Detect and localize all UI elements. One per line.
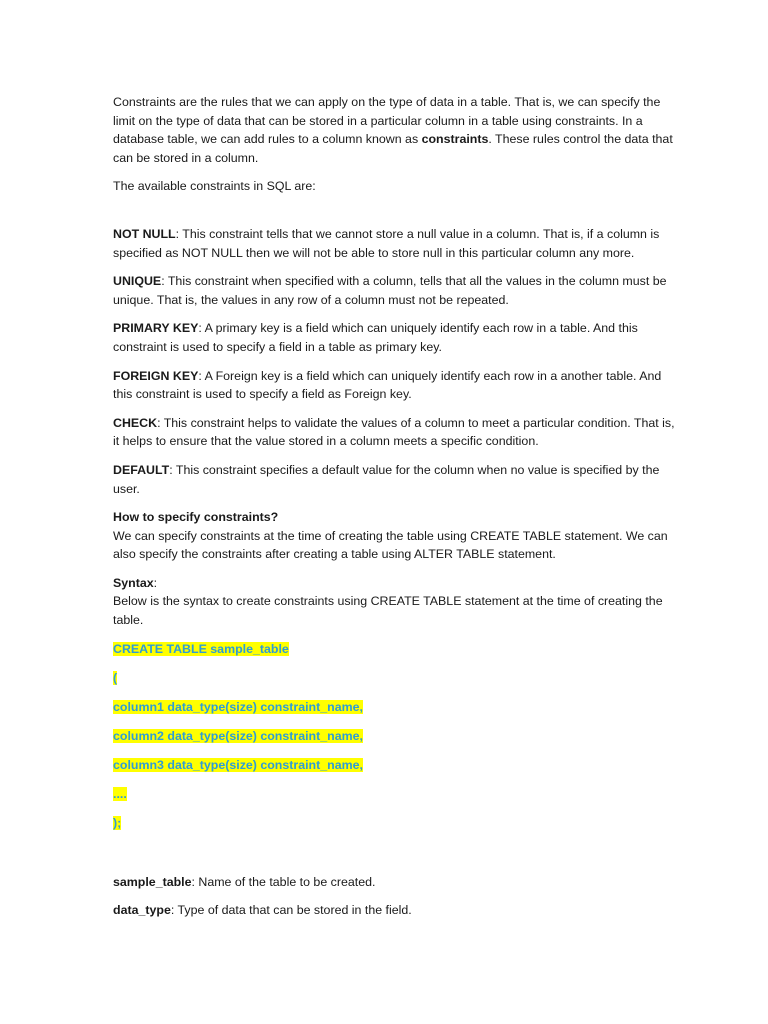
code-line: [113, 640, 681, 659]
constraint-foreign-key: [113, 367, 681, 404]
constraint-term: CHECK: [113, 415, 158, 430]
code-line: [113, 785, 681, 804]
definition-description: : Name of the table to be created.: [191, 874, 376, 889]
code-line-text: column2 data_type(size) constraint_name,: [113, 728, 363, 743]
constraint-primary-key: [113, 319, 681, 356]
code-line: [113, 698, 681, 717]
code-line: [113, 727, 681, 746]
definition-data-type: [113, 901, 681, 920]
section-heading: Syntax: [113, 575, 154, 590]
constraint-description: : A primary key is a field which can uniquely identify each row in a table. And this constraint is used to specify a field in a table as primary key.: [113, 321, 638, 354]
code-line-text: column1 data_type(size) constraint_name,: [113, 699, 363, 714]
definition-term: data_type: [113, 903, 171, 918]
constraint-description: : This constraint when specified with a column, tells that all the values in the column must be unique. That is, the values in any row of a column must not be repeated.: [113, 274, 667, 307]
code-block: [113, 640, 681, 833]
intro-text-part2: . These rules control the data that can be stored in a column.: [113, 132, 673, 165]
intro-paragraph: [113, 93, 681, 167]
definition-description: : Type of data that can be stored in the field.: [170, 903, 412, 918]
syntax-paragraph: Below is the syntax to create constraints using CREATE TABLE statement at the time of creating the table.: [113, 594, 663, 628]
how-to-paragraph: We can specify constraints at the time of creating the table using CREATE TABLE statement. We can also specify the constraints after creating a table using ALTER TABLE statement.: [113, 528, 668, 562]
code-line-text: CREATE TABLE sample_table: [113, 641, 289, 656]
spacer: [113, 843, 681, 873]
constraint-description: : This constraint helps to validate the values of a column to meet a particular condition. That is, it helps to ensure that the value stored in a column meets a specific condition.: [113, 415, 675, 449]
intro-bold-term: constraints: [421, 132, 489, 147]
section-heading: How to specify constraints?: [113, 510, 279, 525]
constraint-term: UNIQUE: [113, 274, 162, 289]
document-body: [113, 93, 681, 930]
code-line: [113, 756, 681, 775]
constraint-not-null: [113, 225, 681, 262]
syntax-colon: :: [153, 575, 158, 590]
code-line: [113, 814, 681, 833]
available-constraints-line: The available constraints in SQL are:: [113, 179, 316, 194]
intro-text-part1: Constraints are the rules that we can apply on the type of data in a table. That is, we can specify the limit on the type of data that can be stored in a particular column in a table using constraints. In a database table, we can add rules to a column known as: [113, 95, 661, 147]
constraint-description: : A Foreign key is a field which can uniquely identify each row in a another table. And this constraint is used to specify a field as Foreign key.: [113, 368, 662, 402]
constraint-description: : This constraint specifies a default value for the column when no value is specified by the user.: [113, 462, 660, 496]
code-line-text: (: [113, 670, 118, 685]
code-line-text: );: [113, 815, 122, 830]
constraint-term: NOT NULL: [113, 226, 176, 241]
code-line: [113, 669, 681, 688]
code-line-text: column3 data_type(size) constraint_name,: [113, 757, 363, 772]
constraint-term: PRIMARY KEY: [113, 321, 199, 336]
definition-sample-table: [113, 873, 681, 892]
constraint-description: : This constraint tells that we cannot store a null value in a column. That is, if a column is specified as NOT NULL then we will not be able to store null in this particular column any more.: [113, 226, 660, 260]
constraint-unique: [113, 272, 681, 309]
definition-term: sample_table: [113, 874, 192, 889]
syntax-heading: [113, 574, 681, 593]
constraint-check: [113, 414, 681, 451]
how-to-heading: [113, 508, 681, 527]
constraint-default: [113, 461, 681, 498]
constraint-term: FOREIGN KEY: [113, 368, 199, 383]
code-line-text: ....: [113, 786, 127, 801]
constraint-term: DEFAULT: [113, 462, 170, 477]
